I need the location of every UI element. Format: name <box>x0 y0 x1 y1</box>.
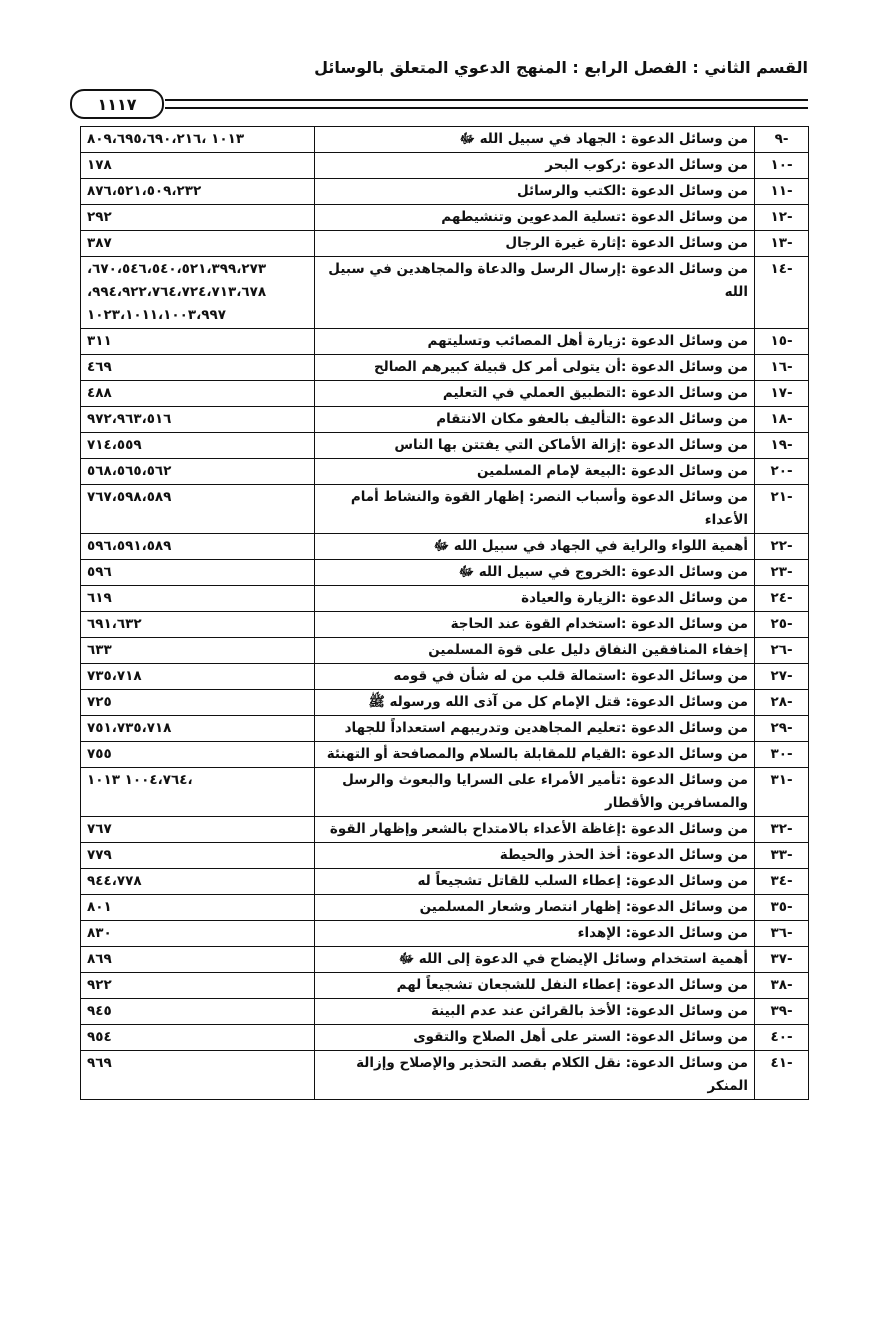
row-topic: من وسائل الدعوة :زيارة أهل المصائب وتسليتهم <box>315 329 755 355</box>
row-pages: ٥٩٦ <box>81 560 315 586</box>
row-number: -٩ <box>755 127 809 153</box>
index-row <box>81 999 809 1025</box>
topic-index-table <box>80 126 809 1100</box>
row-number: -٢٩ <box>755 716 809 742</box>
index-row <box>81 895 809 921</box>
row-number: -٣٢ <box>755 817 809 843</box>
row-number: -٢٨ <box>755 690 809 716</box>
row-topic: من وسائل الدعوة: الإهداء <box>315 921 755 947</box>
row-topic: من وسائل الدعوة: قتل الإمام كل من آذى الله ورسوله ﷺ <box>315 690 755 716</box>
row-pages: ٩٤٤،٧٧٨ <box>81 869 315 895</box>
row-pages: ٣١١ <box>81 329 315 355</box>
row-number: -٣٤ <box>755 869 809 895</box>
index-row <box>81 664 809 690</box>
row-topic: من وسائل الدعوة: إظهار انتصار وشعار المسلمين <box>315 895 755 921</box>
row-topic: من وسائل الدعوة :إزالة الأماكن التي يفتتن بها الناس <box>315 433 755 459</box>
row-topic: من وسائل الدعوة :التطبيق العملي في التعليم <box>315 381 755 407</box>
row-pages: ٩٤٥ <box>81 999 315 1025</box>
row-pages: ١٧٨ <box>81 153 315 179</box>
row-topic: من وسائل الدعوة :استخدام القوة عند الحاجة <box>315 612 755 638</box>
row-topic: من وسائل الدعوة: الستر على أهل الصلاح والتقوى <box>315 1025 755 1051</box>
row-pages: ٣٨٧ <box>81 231 315 257</box>
index-row <box>81 153 809 179</box>
row-pages: ٦٣٣ <box>81 638 315 664</box>
row-pages: ٥٦٨،٥٦٥،٥٦٢ <box>81 459 315 485</box>
row-pages: ٨٣٠ <box>81 921 315 947</box>
row-topic: من وسائل الدعوة :الخروج في سبيل الله ﷻ <box>315 560 755 586</box>
row-topic: إخفاء المنافقين النفاق دليل على قوة المسلمين <box>315 638 755 664</box>
row-pages: ،١٠٠٤،٧٦٤ ١٠١٣ <box>81 768 315 817</box>
row-number: -١٧ <box>755 381 809 407</box>
row-pages: ٧٣٥،٧١٨ <box>81 664 315 690</box>
row-topic: من وسائل الدعوة :الزيارة والعيادة <box>315 586 755 612</box>
row-number: -٢٠ <box>755 459 809 485</box>
row-topic: أهمية اللواء والراية في الجهاد في سبيل الله ﷻ <box>315 534 755 560</box>
row-number: -١٨ <box>755 407 809 433</box>
index-row <box>81 612 809 638</box>
index-row <box>81 459 809 485</box>
row-pages: ٨٠١ <box>81 895 315 921</box>
row-number: -٢٦ <box>755 638 809 664</box>
index-row <box>81 690 809 716</box>
row-topic: من وسائل الدعوة: إعطاء النفل للشجعان تشجيعاً لهم <box>315 973 755 999</box>
index-row <box>81 355 809 381</box>
row-topic: من وسائل الدعوة :أن يتولى أمر كل قبيلة كبيرهم الصالح <box>315 355 755 381</box>
row-number: -٤١ <box>755 1051 809 1100</box>
index-row <box>81 231 809 257</box>
index-row <box>81 742 809 768</box>
row-topic: من وسائل الدعوة: أخذ الحذر والحيطة <box>315 843 755 869</box>
row-pages: ٧٥٥ <box>81 742 315 768</box>
row-topic: من وسائل الدعوة :القيام للمقابلة بالسلام والمصافحة أو التهنئة <box>315 742 755 768</box>
index-row <box>81 205 809 231</box>
row-number: -٢٣ <box>755 560 809 586</box>
index-row <box>81 817 809 843</box>
row-number: -١٢ <box>755 205 809 231</box>
row-topic: من وسائل الدعوة :إثارة غيرة الرجال <box>315 231 755 257</box>
row-number: -١٤ <box>755 257 809 329</box>
row-number: -٢٤ <box>755 586 809 612</box>
index-row <box>81 329 809 355</box>
row-pages: ٤٨٨ <box>81 381 315 407</box>
row-number: -٣٧ <box>755 947 809 973</box>
row-pages: ٩٧٢،٩٦٣،٥١٦ <box>81 407 315 433</box>
row-number: -١١ <box>755 179 809 205</box>
row-topic: من وسائل الدعوة: الأخذ بالقرائن عند عدم البينة <box>315 999 755 1025</box>
row-topic: من وسائل الدعوة: نقل الكلام بقصد التحذير والإصلاح وإزالة المنكر <box>315 1051 755 1100</box>
row-topic: من وسائل الدعوة :التأليف بالعفو مكان الانتقام <box>315 407 755 433</box>
row-topic: من وسائل الدعوة :إغاظة الأعداء بالامتداح بالشعر وإظهار القوة <box>315 817 755 843</box>
row-pages: ٧٢٥ <box>81 690 315 716</box>
row-pages: ٧٧٩ <box>81 843 315 869</box>
row-topic: من وسائل الدعوة :تأمير الأمراء على السرايا والبعوث والرسل والمسافرين والأقطار <box>315 768 755 817</box>
row-topic: من وسائل الدعوة :تعليم المجاهدين وتدريبهم استعداداً للجهاد <box>315 716 755 742</box>
row-pages: ٢٩٢ <box>81 205 315 231</box>
index-row <box>81 257 809 329</box>
row-number: -٢١ <box>755 485 809 534</box>
row-topic: من وسائل الدعوة :الكتب والرسائل <box>315 179 755 205</box>
index-row <box>81 1025 809 1051</box>
row-topic: من وسائل الدعوة :ركوب البحر <box>315 153 755 179</box>
row-topic: أهمية استخدام وسائل الإيضاح في الدعوة إلى الله ﷻ <box>315 947 755 973</box>
row-pages: ٧٦٧،٥٩٨،٥٨٩ <box>81 485 315 534</box>
index-row <box>81 1051 809 1100</box>
row-number: -٢٥ <box>755 612 809 638</box>
index-row <box>81 716 809 742</box>
index-row <box>81 433 809 459</box>
row-number: -٣٥ <box>755 895 809 921</box>
row-number: -١٠ <box>755 153 809 179</box>
row-pages: ٥٩٦،٥٩١،٥٨٩ <box>81 534 315 560</box>
row-pages: ٨٦٩ <box>81 947 315 973</box>
row-pages: ٦٩١،٦٣٢ <box>81 612 315 638</box>
row-number: -١٣ <box>755 231 809 257</box>
row-pages: ٩٦٩ <box>81 1051 315 1100</box>
index-row <box>81 768 809 817</box>
row-topic: من وسائل الدعوة :البيعة لإمام المسلمين <box>315 459 755 485</box>
index-row <box>81 485 809 534</box>
index-row <box>81 638 809 664</box>
row-number: -٣٨ <box>755 973 809 999</box>
page-number-badge: ١١١٧ <box>70 89 164 119</box>
row-topic: من وسائل الدعوة: إعطاء السلب للقاتل تشجيعاً له <box>315 869 755 895</box>
index-row <box>81 869 809 895</box>
index-row <box>81 586 809 612</box>
row-topic: من وسائل الدعوة :إرسال الرسل والدعاة والمجاهدين في سبيل الله <box>315 257 755 329</box>
index-row <box>81 127 809 153</box>
row-pages: ٨٧٦،٥٢١،٥٠٩،٢٣٢ <box>81 179 315 205</box>
row-number: -٣١ <box>755 768 809 817</box>
row-pages: ٧٦٧ <box>81 817 315 843</box>
index-row <box>81 843 809 869</box>
row-pages: ٦١٩ <box>81 586 315 612</box>
row-topic: من وسائل الدعوة : الجهاد في سبيل الله ﷻ <box>315 127 755 153</box>
index-row <box>81 973 809 999</box>
row-pages: ٩٥٤ <box>81 1025 315 1051</box>
row-pages: ٦٧٠،٥٤٦،٥٤٠،٥٢١،٣٩٩،٢٧٣، ٩٩٤،٩٢٢،٧٦٤،٧٢٤،٧١٣،٦٧٨، ١٠٢٣،١٠١١،١٠٠٣،٩٩٧ <box>81 257 315 329</box>
row-number: -٢٢ <box>755 534 809 560</box>
row-pages: ١٠١٣ ،٨٠٩،٦٩٥،٦٩٠،٢١٦ <box>81 127 315 153</box>
index-row <box>81 534 809 560</box>
row-number: -٤٠ <box>755 1025 809 1051</box>
row-topic: من وسائل الدعوة وأسباب النصر: إظهار القوة والنشاط أمام الأعداء <box>315 485 755 534</box>
row-number: -١٦ <box>755 355 809 381</box>
row-pages: ٩٢٢ <box>81 973 315 999</box>
row-topic: من وسائل الدعوة :تسلية المدعوين وتنشيطهم <box>315 205 755 231</box>
row-pages: ٧١٤،٥٥٩ <box>81 433 315 459</box>
row-number: -٣٦ <box>755 921 809 947</box>
row-number: -١٥ <box>755 329 809 355</box>
row-number: -٣٠ <box>755 742 809 768</box>
index-row <box>81 921 809 947</box>
row-number: -٣٣ <box>755 843 809 869</box>
row-number: -٢٧ <box>755 664 809 690</box>
row-number: -٣٩ <box>755 999 809 1025</box>
chapter-header-title: القسم الثاني : الفصل الرابع : المنهج الدعوي المتعلق بالوسائل <box>314 58 808 77</box>
index-row <box>81 407 809 433</box>
row-number: -١٩ <box>755 433 809 459</box>
index-row <box>81 381 809 407</box>
row-pages: ٤٦٩ <box>81 355 315 381</box>
row-pages: ٧٥١،٧٣٥،٧١٨ <box>81 716 315 742</box>
index-row <box>81 560 809 586</box>
index-row <box>81 179 809 205</box>
header-divider <box>165 99 808 109</box>
row-topic: من وسائل الدعوة :استمالة قلب من له شأن في قومه <box>315 664 755 690</box>
index-row <box>81 947 809 973</box>
